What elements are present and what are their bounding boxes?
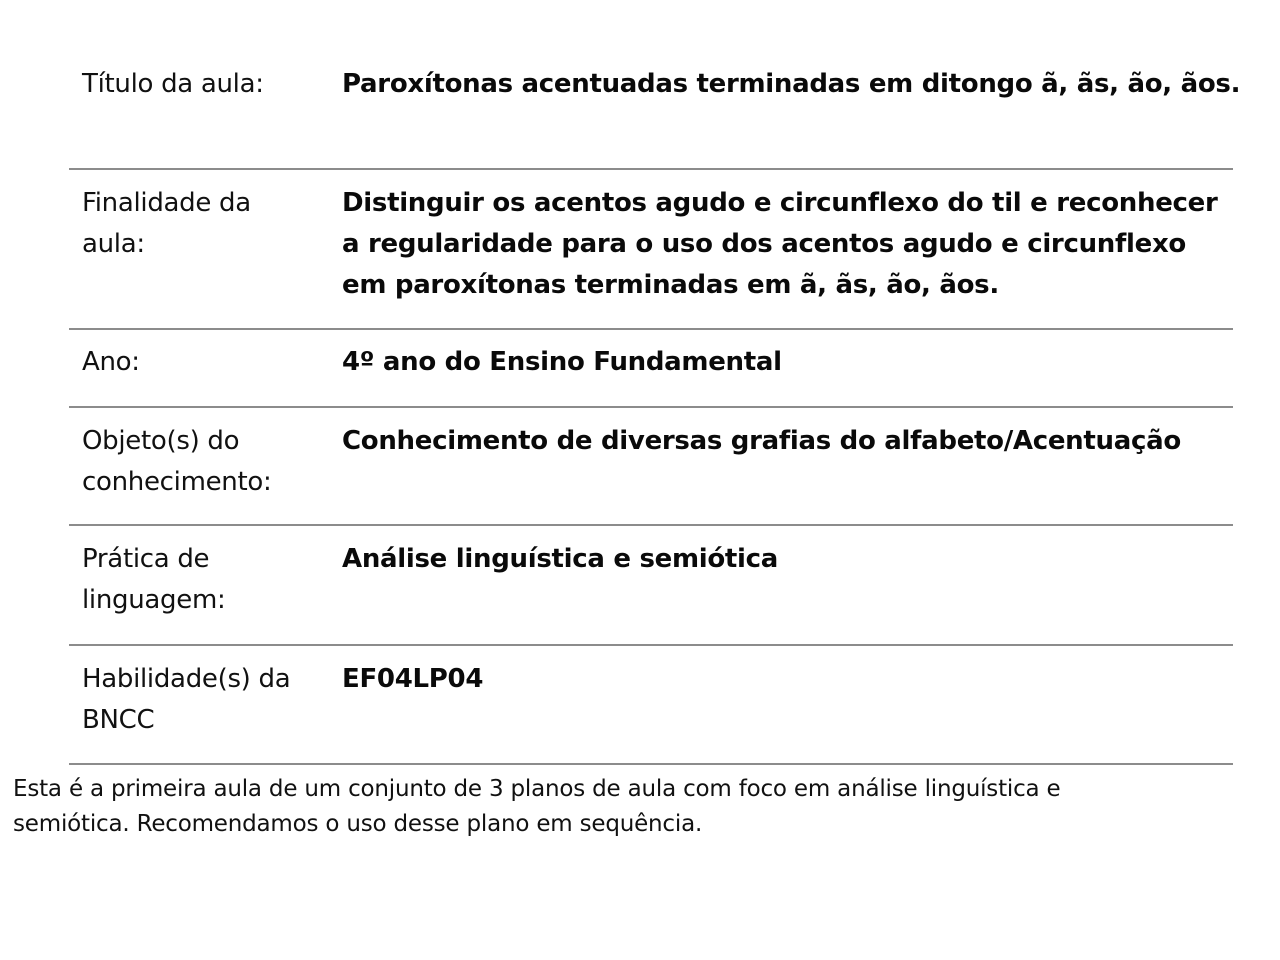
- row-pratica: [69, 526, 1233, 646]
- row-label-finalidade: Finalidade da aula:: [82, 188, 251, 259]
- row-value-finalidade: Distinguir os acentos agudo e circunflexo do til e reconhecer a regularidade para o uso dos acentos agudo e circunflexo em paroxítonas terminadas em ã, ãs, ão, ãos.: [342, 188, 1218, 300]
- row-titulo: [69, 0, 1241, 170]
- row-value-habilidade: EF04LP04: [342, 664, 484, 694]
- row-ano: [69, 330, 1233, 408]
- row-value-titulo: Paroxítonas acentuadas terminadas em ditongo ã, ãs, ão, ãos.: [342, 69, 1241, 99]
- row-label-pratica: Prática de linguagem:: [82, 544, 226, 615]
- row-label-ano: Ano:: [82, 347, 140, 377]
- row-value-objeto: Conhecimento de diversas grafias do alfabeto/Acentuação: [342, 426, 1181, 456]
- row-label-objeto: Objeto(s) do conhecimento:: [82, 426, 272, 497]
- row-finalidade: [69, 170, 1233, 330]
- row-value-ano: 4º ano do Ensino Fundamental: [342, 347, 782, 377]
- sequence-note: Esta é a primeira aula de um conjunto de 3 planos de aula com foco em análise linguística e semiótica. Recomendamos o uso desse plano em sequência.: [13, 776, 1061, 837]
- row-label-titulo: Título da aula:: [82, 69, 264, 99]
- row-value-pratica: Análise linguística e semiótica: [342, 544, 779, 574]
- row-label-habilidade: Habilidade(s) da BNCC: [82, 664, 291, 735]
- row-habilidade: [69, 646, 1233, 765]
- row-objeto: [69, 408, 1233, 526]
